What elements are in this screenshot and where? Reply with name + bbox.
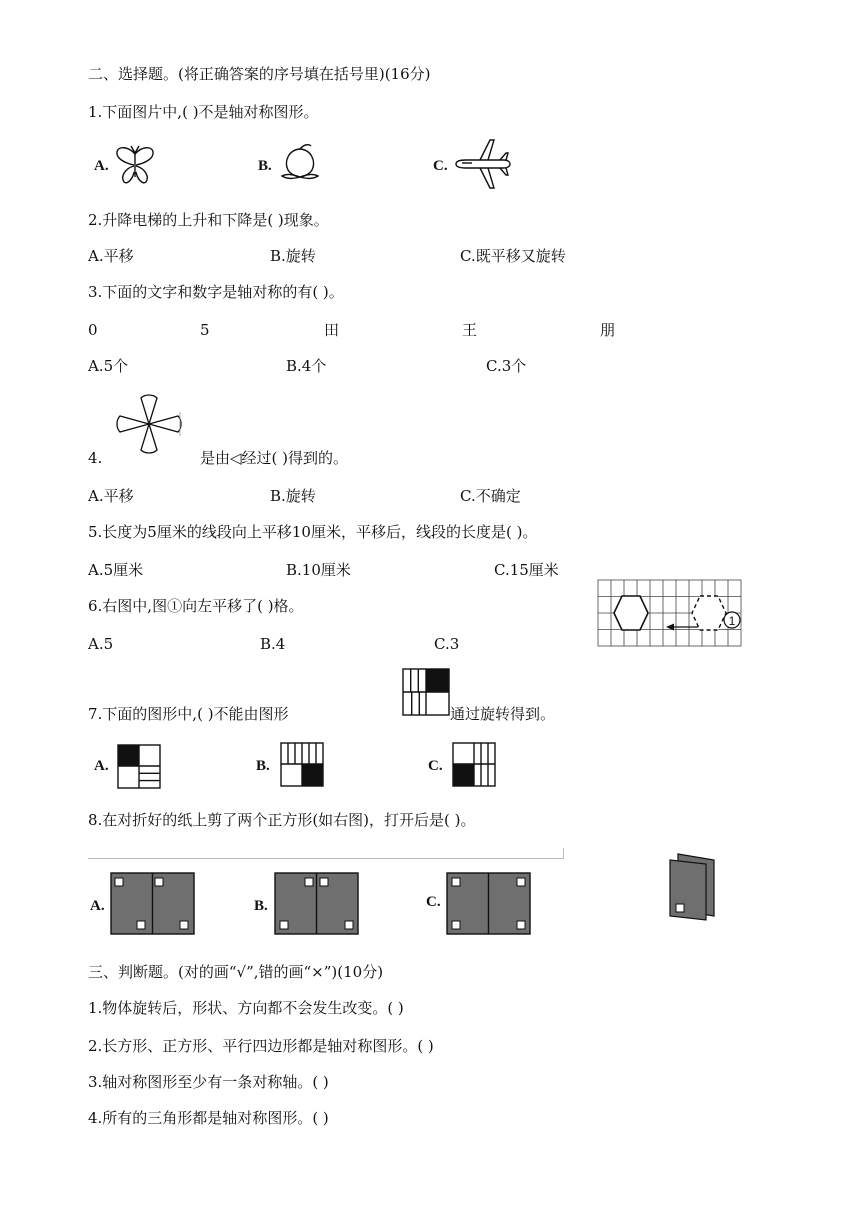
q1-option-a-label: A. <box>94 158 109 174</box>
question-1-stem: 1.下面图片中,( )不是轴对称图形。 <box>88 103 319 121</box>
divider-line <box>88 858 564 859</box>
question-2-stem: 2.升降电梯的上升和下降是( )现象。 <box>88 211 329 229</box>
folded-paper-figure <box>668 852 716 922</box>
q1-option-b-label: B. <box>258 158 272 174</box>
q6-option-b: B.4 <box>260 635 286 653</box>
q3-option-b: B.4个 <box>286 357 327 375</box>
q8-option-a-label: A. <box>90 898 105 914</box>
q7-option-c-label: C. <box>428 758 443 774</box>
q1-option-c-label: C. <box>433 158 448 174</box>
q2-option-c: C.既平移又旋转 <box>460 247 566 265</box>
judge-item-4: 4.所有的三角形都是轴对称图形。( ) <box>88 1109 329 1127</box>
q7-reference-shape <box>402 668 450 716</box>
q6-option-c: C.3 <box>434 635 460 653</box>
q8-option-b-label: B. <box>254 898 268 914</box>
q3-option-a: A.5个 <box>88 357 129 375</box>
q8-option-c-paper <box>446 872 532 936</box>
q5-option-c: C.15厘米 <box>494 561 559 579</box>
judge-item-3: 3.轴对称图形至少有一条对称轴。( ) <box>88 1073 329 1091</box>
question-5-stem: 5.长度为5厘米的线段向上平移10厘米，平移后，线段的长度是( )。 <box>88 523 538 541</box>
peach-icon <box>278 142 322 184</box>
q3-item-5: 5 <box>200 321 210 339</box>
q6-figure-label: 1 <box>728 614 736 628</box>
q7-option-b-shape <box>280 742 324 788</box>
pinwheel-figure <box>114 392 184 456</box>
q8-option-c-label: C. <box>426 894 441 910</box>
question-3-stem: 3.下面的文字和数字是轴对称的有( )。 <box>88 283 344 301</box>
judge-item-1: 1.物体旋转后，形状、方向都不会发生改变。( ) <box>88 999 404 1017</box>
q4-option-c: C.不确定 <box>460 487 521 505</box>
q7-option-c-shape <box>452 742 496 788</box>
q2-option-a: A.平移 <box>88 247 134 265</box>
q5-option-a: A.5厘米 <box>88 561 144 579</box>
q3-option-c: C.3个 <box>486 357 527 375</box>
question-7-stem-before: 7.下面的图形中,( )不能由图形 <box>88 705 289 723</box>
q3-item-tian: 田 <box>324 321 340 339</box>
q7-option-b-label: B. <box>256 758 270 774</box>
q8-option-a-paper <box>110 872 196 936</box>
question-8-stem: 8.在对折好的纸上剪了两个正方形(如右图)，打开后是( )。 <box>88 811 476 829</box>
divider-tick <box>563 848 564 859</box>
q4-option-a: A.平移 <box>88 487 134 505</box>
q4-option-b: B.旋转 <box>270 487 316 505</box>
q7-option-a-shape <box>117 744 161 790</box>
section-2-title: 二、选择题。(将正确答案的序号填在括号里)(16分) <box>88 65 431 83</box>
q3-item-wang: 王 <box>462 321 478 339</box>
question-4-number: 4. <box>88 449 103 467</box>
q3-item-peng: 朋 <box>600 321 616 339</box>
grid-translation-figure <box>598 580 744 650</box>
q8-option-b-paper <box>274 872 360 936</box>
airplane-icon <box>452 136 512 192</box>
section-3-title: 三、判断题。(对的画“√”,错的画“×”)(10分) <box>88 963 384 981</box>
question-4-stem: 是由◁经过( )得到的。 <box>200 449 349 467</box>
q3-item-0: 0 <box>88 321 98 339</box>
question-7-stem-after: 通过旋转得到。 <box>450 705 556 723</box>
q5-option-b: B.10厘米 <box>286 561 351 579</box>
question-6-stem: 6.右图中,图①向左平移了( )格。 <box>88 597 304 615</box>
judge-item-2: 2.长方形、正方形、平行四边形都是轴对称图形。( ) <box>88 1037 434 1055</box>
q6-option-a: A.5 <box>88 635 114 653</box>
q2-option-b: B.旋转 <box>270 247 316 265</box>
q7-option-a-label: A. <box>94 758 109 774</box>
butterfly-icon <box>114 144 156 186</box>
